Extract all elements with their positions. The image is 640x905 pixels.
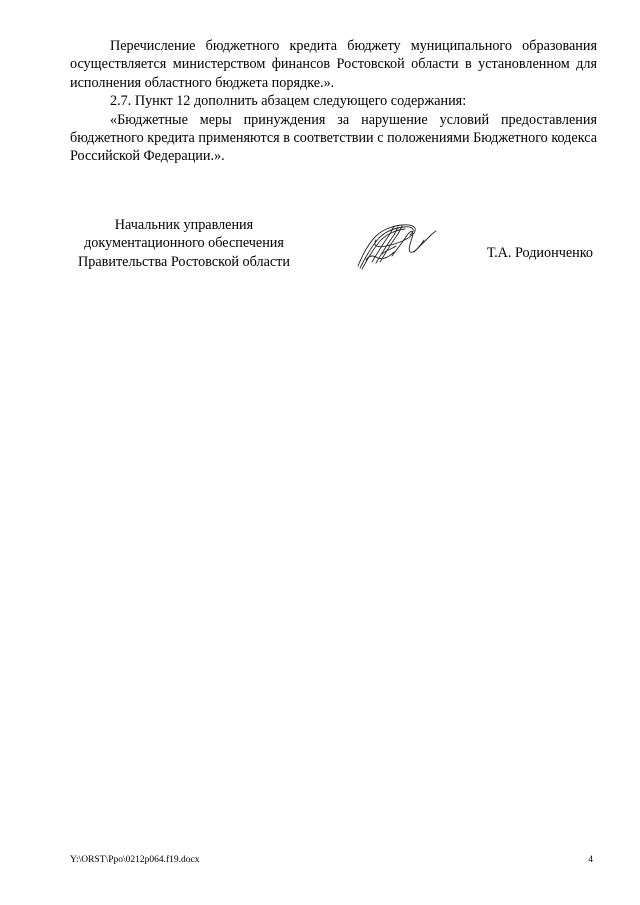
position-line: Правительства Ростовской области <box>78 253 290 270</box>
document-body <box>70 37 597 166</box>
signatory-position <box>64 216 304 271</box>
position-line: документационного обеспечения <box>84 235 284 252</box>
position-line: Начальник управления <box>114 217 254 233</box>
paragraph-enforcement: «Бюджетные меры принуждения за нарушение условий предоставления бюджетного кредита применяются в соответствии с положениями Бюджетного кодекса Российской Федерации.». <box>70 111 597 165</box>
paragraph-item-2-7: 2.7. Пункт 12 дополнить абзацем следующего содержания: <box>110 93 467 110</box>
footer-file-path: Y:\ORST\Ppo\0212p064.f19.docx <box>70 855 200 865</box>
paragraph-transfer: Перечисление бюджетного кредита бюджету муниципального образования осуществляется министерством финансов Ростовской области в установленном для исполнения областного бюджета порядке.». <box>70 38 597 91</box>
handwritten-signature <box>352 216 440 272</box>
signatory-name: Т.А. Родионченко <box>486 245 593 261</box>
page-number: 4 <box>588 855 593 865</box>
